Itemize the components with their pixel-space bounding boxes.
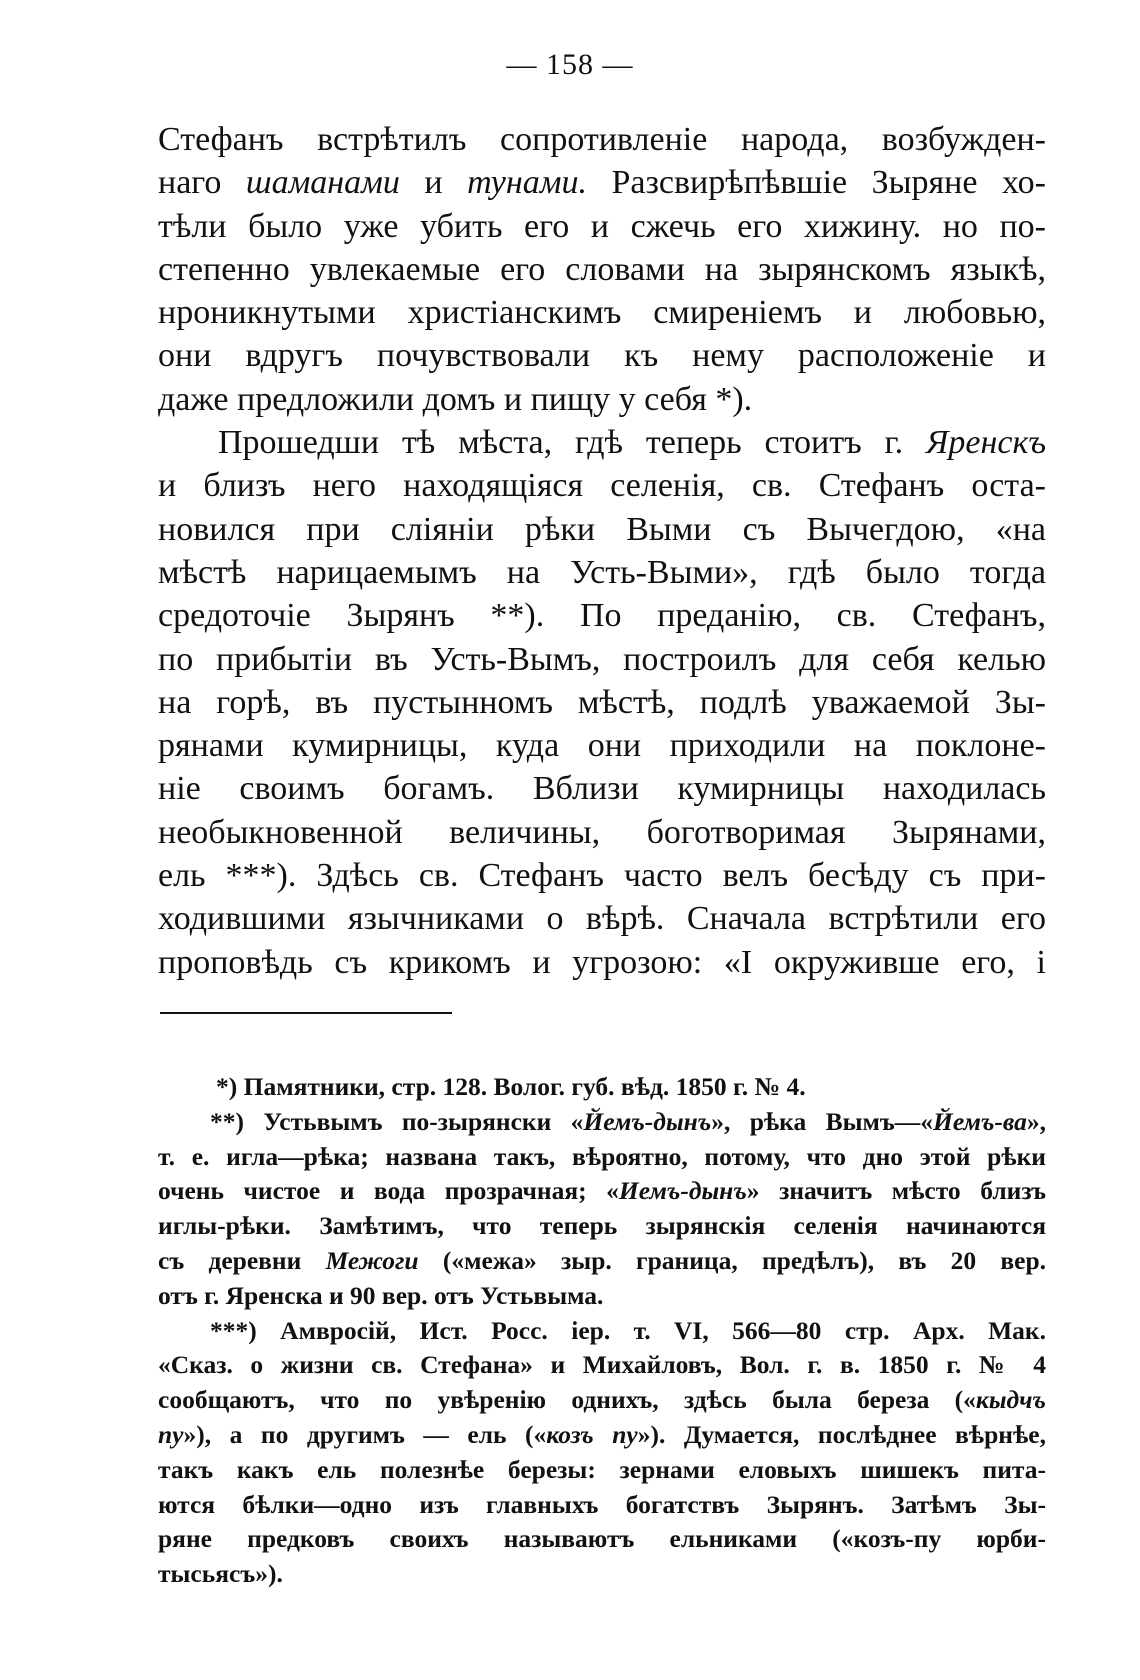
text-line: ель ***). Здѣсь св. Стефанъ часто велъ бесѣду съ при-: [158, 857, 1046, 895]
italic-word: шаманами: [245, 164, 400, 202]
text-line: наго шаманами и тунами. Разсвирѣпѣвшіе Зыряне хо-: [158, 164, 1046, 202]
text-line: новился при сліяніи рѣки Выми съ Вычегдою, «на: [158, 510, 1046, 548]
text-line: средоточіе Зырянъ **). По преданію, св. Стефанъ,: [158, 597, 1046, 635]
footnote-line: сообщаютъ, что по увѣренію однихъ, здѣсь была береза («кыдчъ: [158, 1385, 1046, 1415]
footnote-line: такъ какъ ель полезнѣе березы: зернами еловыхъ шишекъ пита-: [158, 1454, 1046, 1484]
text-line: на горѣ, въ пустынномъ мѣстѣ, подлѣ уважаемой Зы-: [158, 683, 1046, 721]
text-line: нроникнутыми христіанскимъ смиреніемъ и любовью,: [158, 294, 1046, 332]
footnote-line: ются бѣлки—одно изъ главныхъ богатствъ Зырянъ. Затѣмъ Зы-: [158, 1489, 1046, 1519]
footnote-separator: [160, 1012, 452, 1014]
text-line: мѣстѣ нарицаемымъ на Усть-Выми», гдѣ было тогда: [158, 553, 1046, 591]
text-line: рянами кумирницы, куда они приходили на поклоне-: [158, 727, 1046, 765]
text-line: ніе своимъ богамъ. Вблизи кумирницы находилась: [158, 770, 1046, 808]
text-line: степенно увлекаемые его словами на зырянскомъ языкѣ,: [158, 250, 1046, 288]
text-line: необыкновенной величины, боготворимая Зырянами,: [158, 813, 1046, 851]
footnote-line: т. е. игла—рѣка; названа такъ, вѣроятно, потому, что дно этой рѣки: [158, 1141, 1046, 1171]
footnote-line: пу»), а по другимъ — ель («козъ пу»). Думается, послѣднее вѣрнѣе,: [158, 1419, 1046, 1449]
footnote-line: *) Памятники, стр. 128. Волог. губ. вѣд. 1850 г. № 4.: [216, 1072, 806, 1101]
italic-word: Яренскъ: [926, 424, 1046, 462]
footnote-line: ***) Амвросій, Ист. Росс. іер. т. VI, 566—80 стр. Арх. Мак.: [210, 1315, 1046, 1345]
main-text: [158, 118, 1046, 984]
footnote-line: тысьясъ»).: [158, 1559, 283, 1589]
footnote-line: очень чистое и вода прозрачная; «Иемъ-дынъ» значитъ мѣсто близъ: [158, 1176, 1046, 1206]
text-line: они вдругъ почувствовали къ нему расположеніе и: [158, 337, 1046, 375]
footnote-line: иглы-рѣки. Замѣтимъ, что теперь зырянскія селенія начинаются: [158, 1211, 1046, 1241]
text-line: даже предложили домъ и пищу у себя *).: [158, 380, 753, 418]
text-line: и близъ него находящіяся селенія, св. Стефанъ оста-: [158, 467, 1046, 505]
text-line: проповѣдь съ крикомъ и угрозою: «І окруживше его, і: [158, 943, 1046, 981]
footnote-line: **) Устьвымъ по-зырянски «Йемъ-дынъ», рѣка Вымъ—«Йемъ-ва»,: [210, 1106, 1046, 1136]
footnote-line: ряне предковъ своихъ называютъ ельниками («козъ-пу юрби-: [158, 1524, 1046, 1554]
text-line: Стефанъ встрѣтилъ сопротивленіе народа, возбужден-: [158, 121, 1046, 158]
page-number: — 158 —: [506, 48, 634, 81]
footnotes: [158, 1070, 1046, 1592]
footnote-line: отъ г. Яренска и 90 вер. отъ Устьвыма.: [158, 1280, 604, 1310]
text-line: тѣли было уже убить его и сжечь его хижину. но по-: [158, 207, 1046, 245]
footnote-line: съ деревни Межоги («межа» зыр. граница, предѣлъ), въ 20 вер.: [158, 1245, 1046, 1275]
footnote-line: «Сказ. о жизни св. Стефана» и Михайловъ, Вол. г. в. 1850 г. № 4: [158, 1350, 1046, 1380]
text-line: Прошедши тѣ мѣста, гдѣ теперь стоитъ г. Яренскъ: [218, 424, 1046, 462]
text-line: ходившими язычниками о вѣрѣ. Сначала встрѣтили его: [158, 900, 1046, 938]
italic-word: тунами.: [467, 164, 587, 202]
text-line: по прибытіи въ Усть-Вымъ, построилъ для себя келью: [158, 640, 1046, 678]
